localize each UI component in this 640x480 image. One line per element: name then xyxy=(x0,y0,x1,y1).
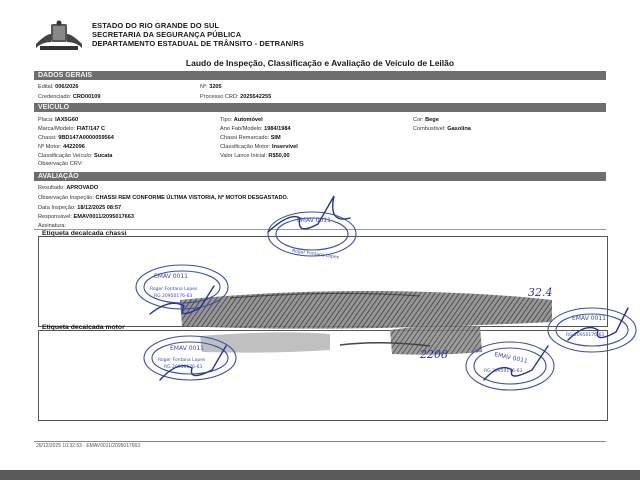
motor-value: 4422096 xyxy=(63,144,85,150)
tipo-value: Automóvel xyxy=(233,117,263,123)
combustivel-value: Gasolina xyxy=(447,126,471,132)
observacao-inspecao-field: Observação Inspeção: CHASSI REM CONFORME ÚLTIMA VISTORIA, Nº MOTOR DESGASTADO. xyxy=(38,195,289,201)
stamp-right-id: RG 20950176-63 xyxy=(566,333,605,338)
edital-field: Edital: 006/2026 xyxy=(38,84,79,90)
stamp-top-name: Roger Fontana Lopes xyxy=(291,249,340,261)
viewer-bottom-bar xyxy=(0,470,640,480)
header-department: DEPARTAMENTO ESTADUAL DE TRÂNSITO - DETRAN/RS xyxy=(92,39,305,48)
responsavel-field: Responsável: EMAV0011/2095017663 xyxy=(38,214,135,220)
marca-field: Marca/Modelo: FIAT/147 C xyxy=(38,126,106,132)
stamp-bl-id: RG 20950176-63 xyxy=(164,365,203,370)
valor-lance-value: R$50,00 xyxy=(268,153,290,159)
data-inspecao-field: Data Inspeção: 18/12/2025 08:57 xyxy=(38,205,122,211)
classificacao-veiculo-value: Sucata xyxy=(93,153,113,159)
classificacao-veiculo-field: Classificação Veículo: Sucata xyxy=(38,153,113,159)
emav-stamp-bottom-right xyxy=(466,342,554,390)
processo-value: 2025542255 xyxy=(240,94,272,100)
numero-field: Nº: 3205 xyxy=(200,84,222,90)
credenciado-value: CRD00109 xyxy=(72,94,101,100)
stamp-top-emav: EMAV 0011 xyxy=(297,217,331,224)
chassi-remarcado-field: Chassi Remarcado: SIM xyxy=(220,135,281,141)
combustivel-field: Combustível: Gasolina xyxy=(413,126,471,132)
chassi-field: Chassi: 9BD147A0000059564 xyxy=(38,135,114,141)
classificacao-motor-field: Classificação Motor: Inservível xyxy=(220,144,298,150)
chassi-decal-rubbing xyxy=(180,291,552,329)
processo-field: Processo CRD: 2025542255 xyxy=(200,94,272,100)
handwritten-number-chassi: 32.4 xyxy=(528,286,553,299)
stamp-br-emav: EMAV 0011 xyxy=(493,351,529,366)
ano-field: Ano Fab/Modelo: 1984/1984 xyxy=(220,126,291,132)
stamp-left-id: RG 20950176-63 xyxy=(154,294,193,299)
numero-value: 3205 xyxy=(209,84,222,90)
document-title: Laudo de Inspeção, Classificação e Avaliação de Veículo de Leilão xyxy=(185,58,455,68)
footer-timestamp: 26/12/2025 10:32:53 - EMAV0011/2095017663 xyxy=(36,443,141,449)
etiqueta-chassi-label: Etiqueta decalcada chassi xyxy=(42,230,127,237)
placa-field: Placa: IAX5G60 xyxy=(38,117,79,123)
data-inspecao-value: 18/12/2025 08:57 xyxy=(77,205,122,211)
motor-decal-rubbing xyxy=(200,332,330,352)
responsavel-value: EMAV0011/2095017663 xyxy=(73,214,135,220)
marca-value: FIAT/147 C xyxy=(76,126,106,132)
motor-field: Nº Motor: 4422096 xyxy=(38,144,85,150)
section-title-avaliacao: AVALIAÇÃO xyxy=(38,173,79,180)
tipo-field: Tipo: Automóvel xyxy=(220,117,263,123)
cor-value: Bege xyxy=(425,117,439,123)
assinatura-field: Assinatura: xyxy=(38,223,66,229)
etiqueta-motor-label: Etiqueta decalcada motor xyxy=(42,324,125,331)
section-title-dados-gerais: DADOS GERAIS xyxy=(38,72,93,79)
chassi-value: 9BD147A0000059564 xyxy=(58,135,114,141)
header-secretariat: SECRETARIA DA SEGURANÇA PÚBLICA xyxy=(92,30,242,39)
classificacao-motor-value: Inservível xyxy=(271,144,298,150)
placa-value: IAX5G60 xyxy=(55,117,79,123)
resultado-value: APROVADO xyxy=(66,185,99,191)
cor-field: Cor: Bege xyxy=(413,117,439,123)
observacao-crv-field: Observação CRV: xyxy=(38,161,83,167)
stamp-left-emav: EMAV 0011 xyxy=(154,273,188,280)
stamp-bl-emav: EMAV 0011 xyxy=(170,345,204,352)
stamp-bl-name: Roger Fontana Lopes xyxy=(158,358,206,363)
stamp-right-emav: EMAV 0011 xyxy=(572,315,606,322)
ano-value: 1984/1984 xyxy=(264,126,291,132)
edital-value: 006/2026 xyxy=(55,84,79,90)
chassi-remarcado-value: SIM xyxy=(270,135,281,141)
valor-lance-field: Valor Lance Inicial: R$50,00 xyxy=(220,153,290,159)
signature-bottom-right xyxy=(484,346,548,380)
credenciado-field: Credenciado: CRD00109 xyxy=(38,94,101,100)
stamp-br-id: RG 20950176-63 xyxy=(484,369,523,374)
resultado-field: Resultado: APROVADO xyxy=(38,185,99,191)
section-title-veiculo: VEÍCULO xyxy=(38,104,70,111)
stamp-left-name: Roger Fontana Lopes xyxy=(150,287,198,292)
handwritten-number-motor: 2208 xyxy=(420,348,448,361)
observacao-inspecao-value: CHASSI REM CONFORME ÚLTIMA VISTORIA, Nº MOTOR DESGASTADO. xyxy=(95,195,289,201)
header-state: ESTADO DO RIO GRANDE DO SUL xyxy=(92,21,220,30)
